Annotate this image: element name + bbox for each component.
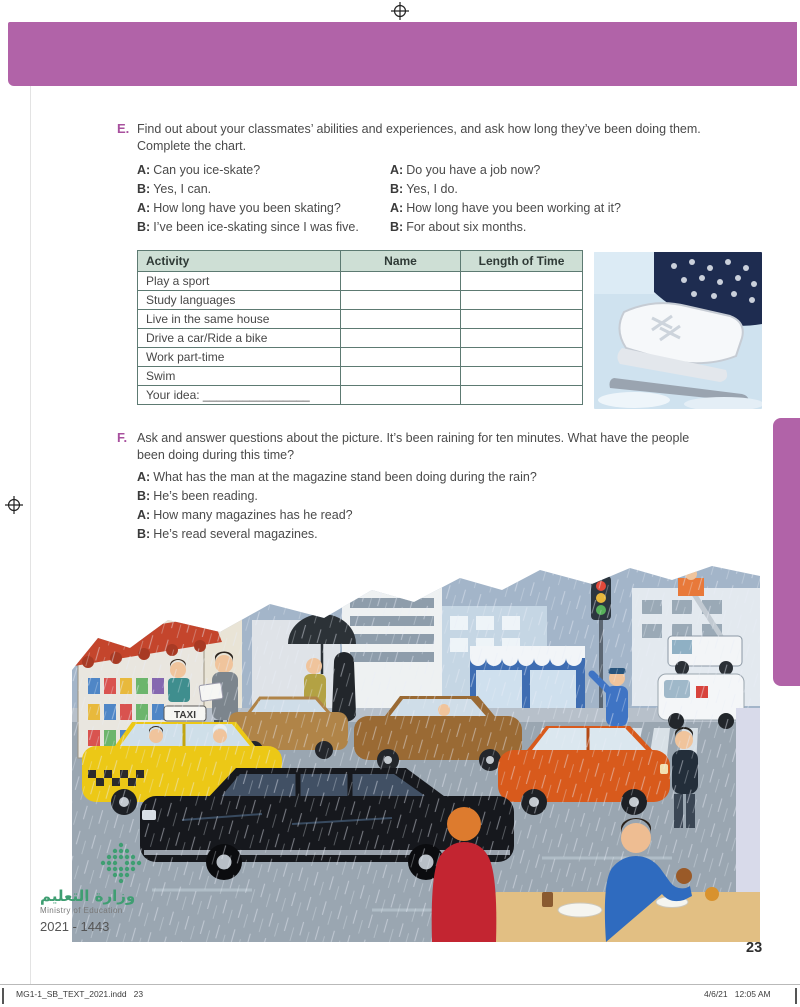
crop-tick-right: [795, 988, 797, 1004]
name-cell-empty: [341, 386, 461, 405]
dialog-text: He’s read several magazines.: [153, 527, 318, 541]
print-filename: MG1-1_SB_TEXT_2021.indd 23: [16, 989, 144, 999]
activity-cell: Play a sport: [138, 272, 341, 291]
table-row: [138, 386, 583, 405]
speaker-label: A:: [137, 163, 151, 177]
length-cell-empty: [461, 329, 583, 348]
dialog-text: What has the man at the magazine stand been doing during the rain?: [153, 470, 537, 484]
name-cell-empty: [341, 272, 461, 291]
print-timestamp: 4/6/21 12:05 AM: [704, 989, 771, 999]
name-cell-empty: [341, 329, 461, 348]
crop-tick-left: [2, 988, 4, 1004]
print-divider: [0, 984, 800, 985]
dialog-line: [390, 219, 621, 235]
dialog-text: He’s been reading.: [153, 489, 258, 503]
length-cell-empty: [461, 367, 583, 386]
column-header-activity: Activity: [138, 251, 341, 272]
length-cell-empty: [461, 291, 583, 310]
registration-mark-top: [391, 2, 409, 20]
column-header-name: Name: [341, 251, 461, 272]
speaker-label: A:: [137, 508, 151, 522]
table-header-row: [138, 251, 583, 272]
table-row: [138, 329, 583, 348]
exercise-f-label: F.: [117, 430, 128, 445]
dialog-line: [137, 200, 359, 216]
side-purple-band: [773, 418, 800, 686]
dialog-text: Can you ice-skate?: [153, 163, 261, 177]
dialog-line: [137, 488, 537, 504]
dialog-line: [137, 507, 537, 523]
speaker-label: B:: [137, 182, 151, 196]
length-cell-empty: [461, 348, 583, 367]
page-number: 23: [746, 940, 763, 956]
speaker-label: B:: [390, 220, 404, 234]
ministry-logo-english: Ministry of Education: [40, 906, 123, 915]
dialog-text: I’ve been ice-skating since I was five.: [153, 220, 359, 234]
speaker-label: A:: [390, 201, 404, 215]
dialog-line: [137, 219, 359, 235]
dialog-line: [390, 200, 621, 216]
dialog-line: [137, 162, 359, 178]
ministry-logo-arabic: وزارة التعليم: [40, 887, 136, 905]
column-header-length: Length of Time: [461, 251, 583, 272]
header-purple-band: [8, 22, 797, 86]
length-cell-empty: [461, 386, 583, 405]
speaker-label: B:: [390, 182, 404, 196]
speaker-label: A:: [390, 163, 404, 177]
name-cell-empty: [341, 310, 461, 329]
speaker-label: B:: [137, 489, 151, 503]
dialog-text: Yes, I do.: [406, 182, 458, 196]
dialog-line: [390, 162, 621, 178]
table-row: [138, 348, 583, 367]
table-row: [138, 310, 583, 329]
table-row: [138, 272, 583, 291]
activity-cell: Swim: [138, 367, 341, 386]
ministry-logo: [40, 838, 190, 934]
trim-line: [30, 86, 31, 984]
table-row: [138, 291, 583, 310]
dialog-text: How long have you been skating?: [153, 201, 341, 215]
activity-cell: Study languages: [138, 291, 341, 310]
dialog-text: How many magazines has he read?: [153, 508, 353, 522]
table-row: [138, 367, 583, 386]
speaker-label: A:: [137, 201, 151, 215]
dialog-text: Yes, I can.: [153, 182, 212, 196]
hijri-year: 2021 - 1443: [40, 919, 110, 934]
exercise-f-instruction: Ask and answer questions about the picture. It’s been raining for ten minutes. What have the people been doing during this time?: [137, 431, 690, 462]
registration-mark-left: [5, 496, 23, 514]
dialog-text: How long have you been working at it?: [406, 201, 621, 215]
speaker-label: A:: [137, 470, 151, 484]
speaker-label: B:: [137, 220, 151, 234]
activity-cell: Live in the same house: [138, 310, 341, 329]
exercise-e-label: E.: [117, 121, 130, 136]
ice-skates-photo: [594, 252, 762, 409]
length-cell-empty: [461, 272, 583, 291]
dialog-text: For about six months.: [406, 220, 527, 234]
activity-cell: Drive a car/Ride a bike: [138, 329, 341, 348]
exercise-e-dialog-left: [137, 162, 359, 238]
exercise-f-dialog: [137, 469, 537, 545]
activity-cell: Work part-time: [138, 348, 341, 367]
name-cell-empty: [341, 348, 461, 367]
dialog-line: [137, 469, 537, 485]
dialog-line: [137, 526, 537, 542]
dialog-line: [390, 181, 621, 197]
activity-cell: Your idea: ________________: [138, 386, 341, 405]
speaker-label: B:: [137, 527, 151, 541]
dialog-text: Do you have a job now?: [406, 163, 541, 177]
exercise-e-instruction: Find out about your classmates’ abilities and experiences, and ask how long they’ve been doing them. Complete the chart.: [137, 122, 701, 153]
ministry-logo-dots-icon: [90, 838, 152, 888]
length-cell-empty: [461, 310, 583, 329]
dialog-line: [137, 181, 359, 197]
activity-chart-table: [137, 250, 583, 405]
exercise-e-dialog-right: [390, 162, 621, 238]
name-cell-empty: [341, 367, 461, 386]
name-cell-empty: [341, 291, 461, 310]
